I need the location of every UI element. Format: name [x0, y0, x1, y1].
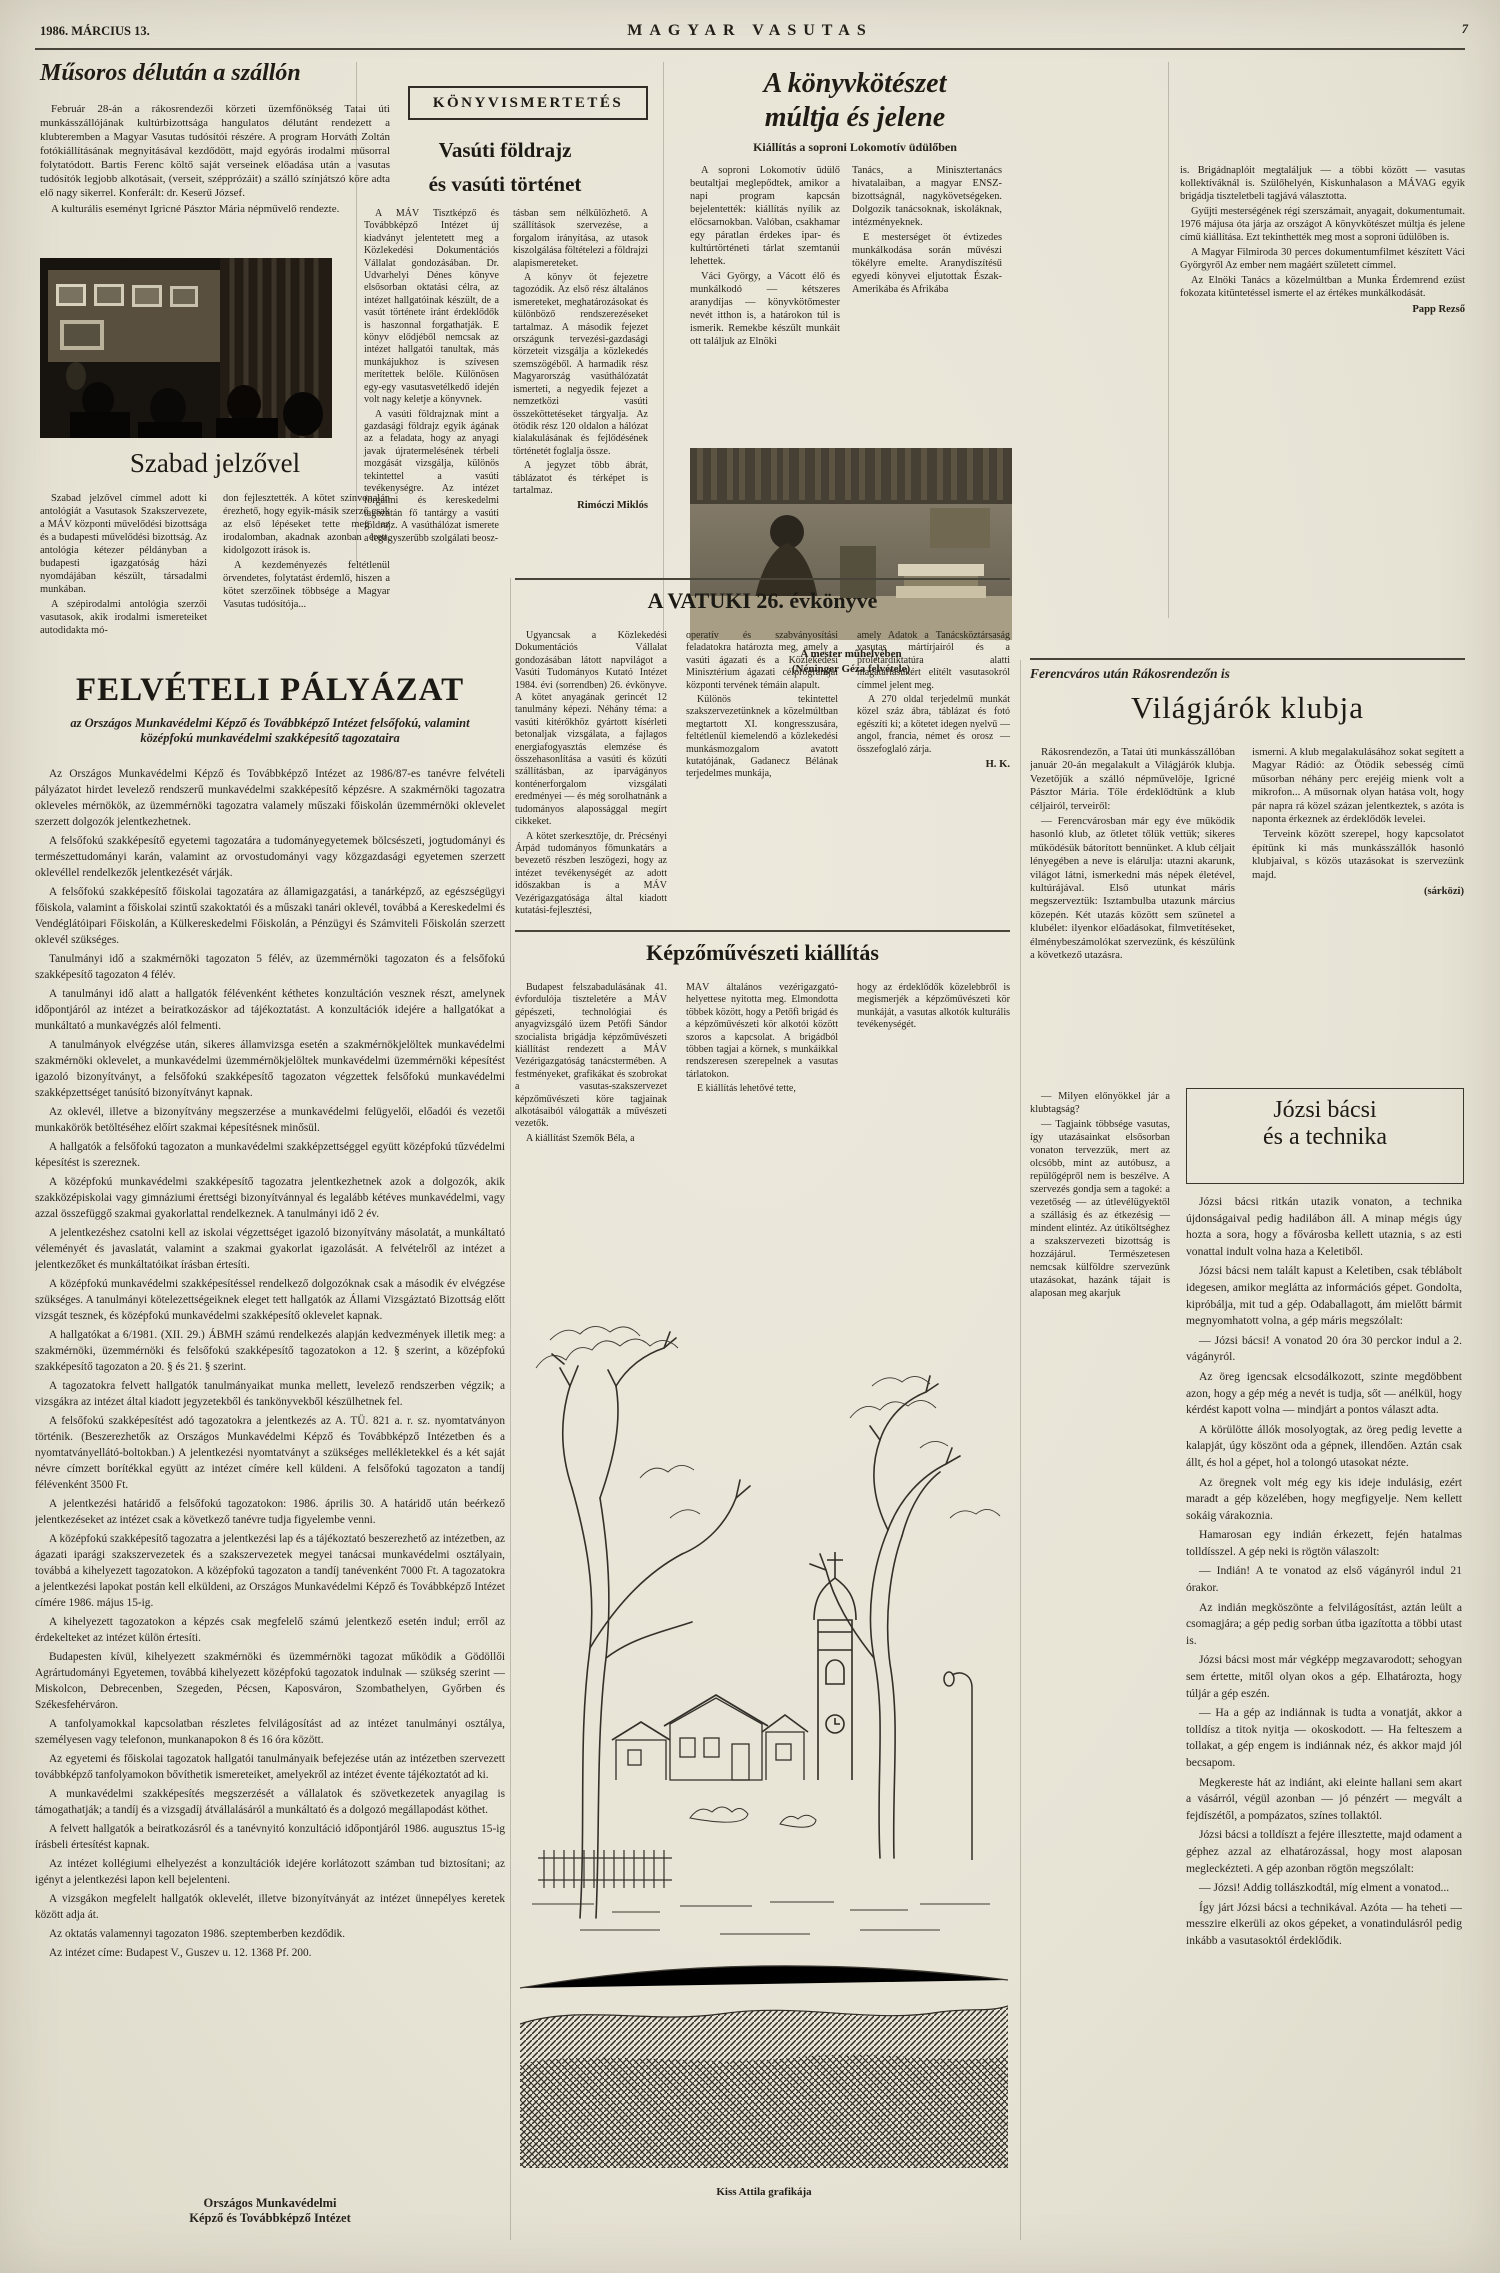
article-subtitle-konyvkoteszet: Kiállítás a soproni Lokomotív üdülőben — [753, 140, 957, 154]
street-drawing — [520, 1218, 1008, 2168]
article-kicker-vilagjarok: Ferencváros után Rákosrendezőn is — [1030, 666, 1230, 681]
article-signature-vilagjarok: (sárközi) — [1423, 886, 1464, 898]
article-title-kepzomuveszeti: Képzőművészeti kiállítás — [646, 940, 879, 965]
article-vatuki-col3-text: amely Adatok a Tanácsköztársaság vasutas mártírjairól és a proletárdiktatúra alatti magatartásukért elítélt vasutasokról címmel jelent meg. A 270 oldal terjedelmű munkát közel száz ábra, táblázat és fotó egészíti ki; a kötetet idegen nyelvű — angol, francia, német és orosz — összefoglaló zárja. — [857, 630, 1010, 755]
article-body-musoros: Február 28-án a rákosrendezői körzeti üzemfőnökség Tatai úti munkásszállójának kultúrbizottsága hangulatos délutánt rendezett a klubteremben a Magyar Vasutas tudósítói részére. A program Horváth Zoltán fotókiállításának megnyitásával kezdődött, majd egyórás irodalmi műsorral folytatódott. Bartis Ferenc költő saját verseinek előadása után a vasutas tudósítók legjobb alkotásait, (verseit, szépprózáit) a szálló színjátszó köre adta elő nagy sikerrel. Konferált: dr. Keserű József. A kulturális eseményt Igricné Pásztor Mária népművelő rendezte. — [40, 103, 390, 215]
felveteli-signature-line1: Országos Munkavédelmi — [203, 2196, 337, 2210]
article-title-vilagjarok: Világjárók klubja — [1131, 690, 1364, 725]
article-title-musoros: Műsoros délután a szállón — [40, 60, 301, 86]
workshop-photo-caption-line1: A mester műhelyében — [800, 648, 902, 660]
article-title-jozsi-line1: Józsi bácsi — [1273, 1097, 1377, 1123]
article-signature-vatuki: H. K. — [985, 759, 1010, 771]
article-title-konyvkoteszet-line2: múltja és jelene — [764, 102, 946, 133]
article-vatuki-col3 — [857, 630, 1010, 771]
header-rule — [35, 48, 1465, 50]
article-title-konyvkoteszet-line1: A könyvkötészet — [763, 68, 947, 99]
column-rule — [663, 62, 664, 634]
article-konyvkoteszet-col3 — [1180, 164, 1465, 316]
article-title-vatuki: A VATUKI 26. évkönyve — [647, 588, 878, 613]
section-rule-vilagjarok — [1030, 658, 1465, 660]
article-title-vasuti-line1: Vasúti földrajz — [438, 138, 572, 162]
page-date: 1986. MÁRCIUS 13. — [40, 24, 150, 38]
felveteli-signature-line2: Képző és Továbbképző Intézet — [189, 2211, 351, 2225]
article-vatuki-col1: Ugyancsak a Közlekedési Dokumentációs Vállalat gondozásában látott napvilágot a Vasúti Tudományos Kutató Intézet 1984. évi (sorrendben) 26. évkönyve. A kötet anyagának gerincét 12 tanulmány képezi. Néhány téma: a vasúti kitérőkhöz gyártott kísérleti betonaljak vizsgálata, a fajlagos energiafogyasztás elemzése és összehasonlítása a vasúti és közúti szállításban, az iparvágányos konténerforgalom vizsgálati eredményei — és még sorolhatnánk a tudományos alapossággal megírt cikkeket. A kötet szerkesztője, dr. Précsényi Árpád tudományos főmunkatárs a bevezető részben leszögezi, hogy az intézet tevékenységét az adott időszakban is a MÁV Vezérigazgatósága által kiadott kutatási-fejlesztési, — [515, 630, 667, 916]
section-kicker-konyvismertetes: KÖNYVISMERTETÉS — [408, 86, 648, 120]
section-rule-vatuki — [515, 578, 1010, 580]
article-vasuti-col1: A MÁV Tisztképző és Továbbképző Intézet új kiadványt jelentetett meg a Közlekedési Dokumentációs Vállalat gondozásában. Dr. Udvarhelyi Dénes könyve elsősorban oktatási célra, az intézet hallgatóinak készült, de a vasút története iránt érdeklődők is haszonnal forgathatják. E könyv elődjéből nemcsak az intézet hallgatói tanultak, más munkájukhoz is szívesen merítettek belőle. Különösen egy-egy vasutasvetélkedő idején volt nagy keletje a könyvnek. A vasúti földrajznak mint a gazdasági földrajz egyik ágának az a feladata, hogy az anyagi javak újratermelésének térbeli mozgását vizsgálja, különös tekintettel a vasúti tevékenységre. Az intézet forgalmi és kereskedelmi tagozatán fő tantárgy a vasúti földrajz. A vasúthálózat ismerete a legegyszerűbb szolgálati beosz- — [364, 208, 499, 544]
article-vilagjarok-col2 — [1252, 746, 1464, 898]
article-vilagjarok-col2-text: ismerni. A klub megalakulásához sokat segített a Magyar Rádió: az Ötödik sebesség című műsorban néhány perc erejéig mienk volt a mikrofon... A műsornak olyan hatása volt, hogy pár napra rá közel százan jelentkeztek, s azóta is naponta érkeznek az érdeklődők levelei. Terveink között szerepel, hogy kapcsolatot építünk ki más munkásszállók hasonló klubjaival, s közös utazásokat is szervezünk majd. — [1252, 746, 1464, 881]
article-vilagjarok-continuation: — Milyen előnyökkel jár a klubtagság? — Tagjaink többsége vasutas, így utazásainkat elsősorban vonaton tervezzük, mert az olcsóbb, mint az autóbusz, a repülőgépről nem is beszélve. A szervezés gondja sem a tagoké: a vezetőség — az útlevélügyektől a szállásig és az étkezésig — mindent elintéz. Az útiköltséghez a szakszervezeti bizottság is hozzájárul. Természetesen nemcsak külföldre szervezünk utazásokat, hazánk tájait is alaposan meg akarjuk — [1030, 1091, 1170, 1299]
article-title-vasuti-line2: és vasúti történet — [428, 172, 582, 196]
article-title-szabad: Szabad jelzővel — [129, 448, 301, 478]
article-vasuti-col2 — [513, 208, 648, 513]
exhibition-photo — [40, 258, 332, 438]
article-kepzo-col1: Budapest felszabadulásának 41. évfordulója tiszteletére a MÁV gépészeti, technológiai és anyagvizsgáló üzem Petőfi Sándor szocialista brigádja képzőművészeti kiállítást rendezett a MÁV Vezérigazgatóság tanácstermében. A festményeket, grafikákat és szobrokat a vasutas-szakszervezet képzőművészeti köre tagjainak alkotásaiból válogatták a művészeti vezetők. A kiállítást Szemők Béla, a — [515, 982, 667, 1144]
article-title-felveteli: FELVÉTELI PÁLYÁZAT — [75, 672, 465, 708]
article-szabad-col2: don fejlesztették. A kötet színvonalán érezhető, hogy egyik-másik szerző csak az első lépéseket tette meg az irodalomban, akadnak azonban érett, kidolgozott írások is. A kezdeményezés feltétlenül örvendetes, folytatást érdemlő, hiszen a kötet szerzőinek többsége a Magyar Vasutas tudósítója... — [223, 493, 390, 610]
street-drawing-caption: Kiss Attila grafikája — [716, 2186, 812, 2198]
column-rule — [1168, 62, 1169, 618]
article-title-box-jozsi — [1186, 1088, 1464, 1184]
column-rule — [1020, 660, 1021, 2240]
column-rule — [510, 578, 511, 2240]
article-konyvkoteszet-col3-text: is. Brigádnaplóit megtaláljuk — a többi között — vasutas kollektíváknál is. Szülőhelyén, Kiskunhalason a MÁVAG egyik brigádja tiszteletbeli tagjává választotta. Gyűjti mesterségének régi szerszámait, anyagait, dokumentumait. 1976 májusa óta járja az országot A könyvkötészet múltja és jelene című kiállítása. Ezt tekinthették meg most a soproni üdülőben is. A Magyar Filmiroda 30 perces dokumentumfilmet készített Váci Györgyről Az ember nem magáért született címmel. Az Elnöki Tanács a közelmúltban a Munka Érdemrend ezüst fokozata kitüntetéssel ismerte el az értékes munkálkodását. — [1180, 165, 1465, 299]
article-subtitle-felveteli: az Országos Munkavédelmi Képző és Továbbképző Intézet felsőfokú, valamint középfokú munkavédelmi szakképesítő tagozataira — [70, 716, 470, 745]
article-konyvkoteszet-col1: A soproni Lokomotív üdülő beutaltjai meglepődtek, amikor a napi program kapcsán bejelentették: kiállítás nyílik az előcsarnokban. Valóban, csakhamar egy páratlan érdekes ipar- és kultúrtörténeti tárlat szemtanúi lehettek. Váci György, a Vácott élő és munkálkodó — kétszeres aranydíjas — könyvkötőmester nevét itthon is, a határokon túl is ismerik. Remekbe készült munkáit ott találjuk az Elnöki — [690, 165, 840, 347]
article-konyvkoteszet-col2: Tanács, a Minisztertanács hivatalaiban, a magyar ENSZ-bizottságnál, nagykövetségeken. Dolgozik tanácsoknak, iskoláknak, intézményeknek. E mesterséget öt évtizedes munkálkodása során művészi tökélyre emelte. Aranydíszítésű egyedi könyvei eljutottak Észak-Amerikába és Afrikába — [852, 165, 1002, 295]
article-vatuki-col2: operatív és szabványosítási feladatokra határozta meg, amely a vasúti ágazati és a Közlekedési Minisztérium ágazati célprogramjai központi tervének témáin alapult. Különös tekintettel szakszervezetünknek a közelmúltban megtartott XI. kongresszusára, feltétlenül kiemelendő a közlekedési munkásmozgalom avatott kutatójának, Gadanecz Bélának terjedelmes munkája, — [686, 630, 838, 780]
article-body-jozsi: Józsi bácsi ritkán utazik vonaton, a technika újdonságaival pedig hadilábon áll. A minap mégis úgy hozta a sora, hogy a fővárosba kellett utaznia, s az esti vonattal indult volna haza a Keletiből. Józsi bácsi nem talált kapust a Keletiben, csak téblábolt idegesen, amikor meglátta az információs gépet. Gondolta, kipróbálja, mit tud a gép. Odaballagott, ám mielőtt bármit megnyomhatott volna, a gép máris megszólalt: — Józsi bácsi! A vonatod 20 óra 30 perckor indul a 2. vágányról. Az öreg igencsak elcsodálkozott, szinte megdöbbent azon, hogy a gép még a nevét is tudja, sőt — anélkül, hogy kérdést kapott volna — mindjárt a pontos választ adta. A körülötte állók mosolyogtak, az öreg pedig levette a kalapját, úgy köszönt oda a gépnek, illendően. Aztán csak állt, és hol a gépet, hol a tolongó utasokat nézte. Az öregnek volt még egy kis ideje indulásig, ezért maradt a gép közelében, hogy megfigyelje. Nem kellett sokáig várakoznia. Hamarosan egy indián érkezett, fején hatalmas tolldísszel. A gép neki is rögtön válaszolt: — Indián! A te vonatod az első vágányról indul 21 órakor. Az indián megköszönte a felvilágosítást, aztán leült a csomagjára; a gép pedig sorban útba igazította a többi utast is. Józsi bácsi most már végképp megzavarodott; sehogyan sem értette, mitől olyan okos a gép. Elhatározta, hogy túljár a gép eszén. — Ha a gép az indiánnak is tudta a vonatját, akkor a tolldísz a titok nyitja — okoskodott. — Ha felteszem a tollakat, a gép engem is indiánnak néz, és akkor majd jól becsapom. Megkereste hát az indiánt, aki eleinte hallani sem akart a vásárról, végül azonban — jó pénzért — megvált a fejdíszétől, a pompázatos, színes tollaktól. Józsi bácsi a tolldíszt a fejére illesztette, majd odament a géphez azzal az elhatározással, hogy most alaposan megleckézteti. A gép azonban rögtön megszólalt: — Józsi! Addig tollászkodtál, míg elment a vonatod... Így járt Józsi bácsi a technikával. Azóta — ha teheti — messzire elkerüli az okos gépeket, a vonatindulásról pedig inkább a vasutasoktól érdeklődik. — [1186, 1195, 1462, 1947]
article-body-felveteli: Az Országos Munkavédelmi Képző és Továbbképző Intézet az 1986/87-es tanévre felvételi pályázatot hirdet levelező rendszerű munkavédelmi szakképesítő képzésre. A szakmérnöki tagozatra okleveles mérnökök, az üzemmérnöki tagozatra valamely műszaki főiskolán üzemmérnöki oklevelet szerzett dolgozók jelentkezhetnek. A felsőfokú szakképesítő egyetemi tagozatára a tudományegyetemek bölcsészeti, jogtudományi és természettudományi karán, valamint az orvostudományi vagy közgazdasági egyetemen szerzett oklevéllel rendelkezők jelentkezését várják. A felsőfokú szakképesítő főiskolai tagozatára az államigazgatási, a tanárképző, az egészségügyi főiskola, valamint a főiskolai szintű szakoktatói és a műszaki tanári oklevél, továbbá a Kereskedelmi és Vendéglátóipari Főiskolán, a Külkereskedelmi Főiskolán, a Pénzügyi és Számviteli Főiskolán szerzett oklevél szükséges. Tanulmányi idő a szakmérnöki tagozaton 5 félév, az üzemmérnöki tagozaton és a felsőfokú szakképesítő tagozaton 4 félév. A tanulmányi idő alatt a hallgatók félévenként kéthetes konzultáción vesznek részt, amelynek időpontjáról az intézet a beiratkozáskor ad tájékoztatást. A konzultációk idejére a hallgatókat a munkáltató a munkavégzés alól felmenti. A tanulmányok elvégzése után, sikeres államvizsga esetén a szakmérnökjelöltek munkavédelmi szakmérnöki oklevelet, a munkavédelmi üzemmérnökjelöltek munkavédelmi üzemmérnöki képesítést igazoló bizonyítványt, a felsőfokú szakképesítő tagozaton végzettek felsőfokú munkavédelmi szakképzettséget tanúsító bizonyítványt kapnak. Az oklevél, illetve a bizonyítvány megszerzése a munkavédelmi felügyelői, előadói és vezetői munkakörök betöltéséhez előírt szakmai képesítésnek minősül. A hallgatók a felsőfokú tagozaton a munkavédelmi szakképzettséggel együtt középfokú tűzvédelmi képesítést is szereznek. A középfokú munkavédelmi szakképesítő tagozatra jelentkezhetnek azok a dolgozók, akik szakközépiskolai vagy gimnáziumi érettségi bizonyítvánnyal és legalább kétéves munkavédelmi, vagy azzal összefüggő szakmai gyakorlattal rendelkeznek. A tanulmányi idő 2 év. A jelentkezéshez csatolni kell az iskolai végzettséget igazoló bizonyítvány másolatát, a munkáltató véleményét és javaslatát, valamint a szakmai gyakorlat igazolását. A felvételről az intézet a jelentkezőket és munkáltatóikat írásban értesíti. A középfokú munkavédelmi szakképesítéssel rendelkező dolgozóknak csak a második év elvégzése szükséges. A tanulmányi kötelezettségeiknek eleget tett hallgatók az Állami Vizsgáztató Bizottság előtt vizsgát tesznek, és középfokú munkavédelmi szakképesítő oklevelet kapnak. A hallgatókat a 6/1981. (XII. 29.) ÁBMH számú rendelkezés alapján kedvezmények illetik meg: a szakmérnöki, üzemmérnöki és felsőfokú szakképesítő tagozatokon a 12. § szerint, a középfokú szakképesítő tagozaton a 20. § és 21. § szerint. A tagozatokra felvett hallgatók tanulmányaikat munka mellett, levelező rendszerben végzik; a vizsgákra az intézet által kiadott jegyzetekből és tankönyvekből készülhetnek fel. A felsőfokú szakképesítést adó tagozatokra a jelentkezés az A. TÜ. 821 a. r. sz. nyomtatványon történik. (Beszerezhetők az Országos Munkavédelmi Képző és Továbbképző Intézetben és a nyomtatványellátó-boltokban.) A jelentkezési nyomtatványt a szükséges mellékletekkel és a két saját névre címzett borítékkal együtt az intézet címére kell küldeni. A felsőfokú tagozaton a tandíj félévenként 3500 Ft. A jelentkezési határidő a felsőfokú tagozatokon: 1986. április 30. A határidő után beérkező jelentkezéseket az intézet csak a következő tanévre tudja figyelembe venni. A középfokú szakképesítő tagozatra a jelentkezési lap és a tájékoztató beszerezhető az intézetben, az ágazati iparági szakszervezetek és a szakszervezetek megyei tanácsai munkavédelmi osztályain, továbbá a kihelyezett tagozatokon. A középfokú tagozaton a tandíj tanévenként 7000 Ft. A tagozatokra a jelentkezési lapokat postán kell elküldeni, az Országos Munkavédelmi Képző és Továbbképző Intézet címére 1986. május 15-ig. A kihelyezett tagozatokon a képzés csak megfelelő számú jelentkező esetén indul; erről az érdekelteket az intézet külön értesíti. Budapesten kívül, kihelyezett szakmérnöki és üzemmérnöki tagozat működik a Gödöllői Agrártudományi Egyetemen, továbbá kihelyezett középfokú tagozatok indulnak — szükség szerint — Miskolcon, Debrecenben, Szegeden, Pécsen, Kaposváron, Szombathelyen, Győrben és Székesfehérváron. A tanfolyamokkal kapcsolatban részletes felvilágosítást ad az intézet tanulmányi osztálya, személyesen vagy telefonon, munkanapokon 8 és 16 óra között. Az egyetemi és főiskolai tagozatok hallgatói tanulmányaik befejezése után az intézetben szervezett továbbképző tanfolyamokon bővíthetik ismereteiket, amelyekről az intézet évente tájékoztatót ad ki. A munkavédelmi szakképesítés megszerzését a vállalatok és szövetkezetek anyagilag is támogathatják; a tandíj és a vizsgadíj átvállalásáról a munkáltató és a dolgozó megállapodást köthet. A felvett hallgatók a beiratkozásról és a tanévnyitó konzultáció időpontjáról 1986. augusztus 15-ig írásbeli értesítést kapnak. Az intézet kollégiumi elhelyezést a konzultációk idejére korlátozott számban tud biztosítani; az igényt a jelentkezési lapon kell bejelenteni. A vizsgákon megfelelt hallgatók oklevelét, illetve bizonyítványát az intézet ünnepélyes keretek között adja át. Az oktatás valamennyi tagozaton 1986. szeptemberben kezdődik. Az intézet címe: Budapest V., Guszev u. 12. 1368 Pf. 200. — [35, 768, 505, 1959]
masthead: MAGYAR VASUTAS — [627, 22, 873, 39]
article-vasuti-col2-text: tásban sem nélkülözhető. A szállítások szervezése, a forgalom irányítása, az utasok kiszolgálása föltételezi a földrajzi alapismereteket. A könyv öt fejezetre tagozódik. Az első rész általános ismereteket, meghatározásokat és különböző rendszerezéseket tartalmaz. A második fejezet országunk tervezési-gazdasági körzeteit vizsgálja a közlekedés szemszögéből. A harmadik rész Magyarország vasúthálózatát ismerteti, a negyedik fejezet a nemzetközi vasúti összeköttetéseket tárgyalja. Az ötödik rész 120 oldalon a hálózat kialakulásának és fejlődésének történetét foglalja össze. A jegyzet több ábrát, táblázatot és térképet is tartalmaz. — [513, 208, 648, 496]
article-vilagjarok-col1: Rákosrendezőn, a Tatai úti munkásszállóban január 20-án megalakult a Világjárók klubja. Vezetőjük a szálló népművelője, Igricné Pásztor Mária. Tőle érdeklődtünk a klub céljairól, terveiről: — Ferencvárosban már egy éve működik hasonló klub, az ötletet tőlük vettük; sikeres működésük bátorított bennünket. A klub céljait lényegében a neve is elárulja: utazni akarunk, világot látni, ismerkedni más népek életével, kultúrájával. Első utunkat máris megszerveztük: Isztambulba utazunk március közepén. Két utazás között sem szünetel a klubélet: ilyenkor előadásokat, filmvetítéseket, élménybeszámolókat szervezünk, és készülünk a következő utazásra. — [1030, 746, 1235, 962]
article-signature-konyvkoteszet: Papp Rezső — [1412, 304, 1465, 315]
article-signature-felveteli — [35, 2196, 505, 2226]
article-signature-vasuti: Rimóczi Miklós — [577, 500, 648, 512]
section-rule-kepzomuveszeti — [515, 930, 1010, 932]
article-kepzo-col3: hogy az érdeklődők közelebbről is megismerjék a képzőművészeti kör munkáját, a vasutas alkotók kulturális tevékenységét. — [857, 982, 1010, 1031]
page-number: 7 — [1461, 22, 1468, 36]
workshop-photo-caption-line2: (Néninger Géza felvétele) — [791, 663, 911, 675]
article-title-jozsi-line2: és a technika — [1263, 1124, 1387, 1150]
article-szabad-col1: Szabad jelzővel címmel adott ki antológiát a Vasutasok Szakszervezete, a MÁV központi művelődési bizottsága és a budapesti művelődési bizottság. Az antológia kétezer példányban a budapesti igazgatóság házi nyomdájában készült, társadalmi munkában. A szépirodalmi antológia szerzői vasutasok, akik irodalmi ismereteiket autodidakta mó- — [40, 493, 207, 636]
article-kepzo-col2: MÁV általános vezérigazgató-helyettese nyitotta meg. Elmondotta többek között, hogy a Petőfi brigád és a képzőművészeti kör alkotói között szoros a kapcsolat. A brigádból többen tagjai a körnek, s munkáikkal rendszeresen szerepelnek a vasutas tárlatokon. E kiállítás lehetővé tette, — [686, 982, 838, 1095]
